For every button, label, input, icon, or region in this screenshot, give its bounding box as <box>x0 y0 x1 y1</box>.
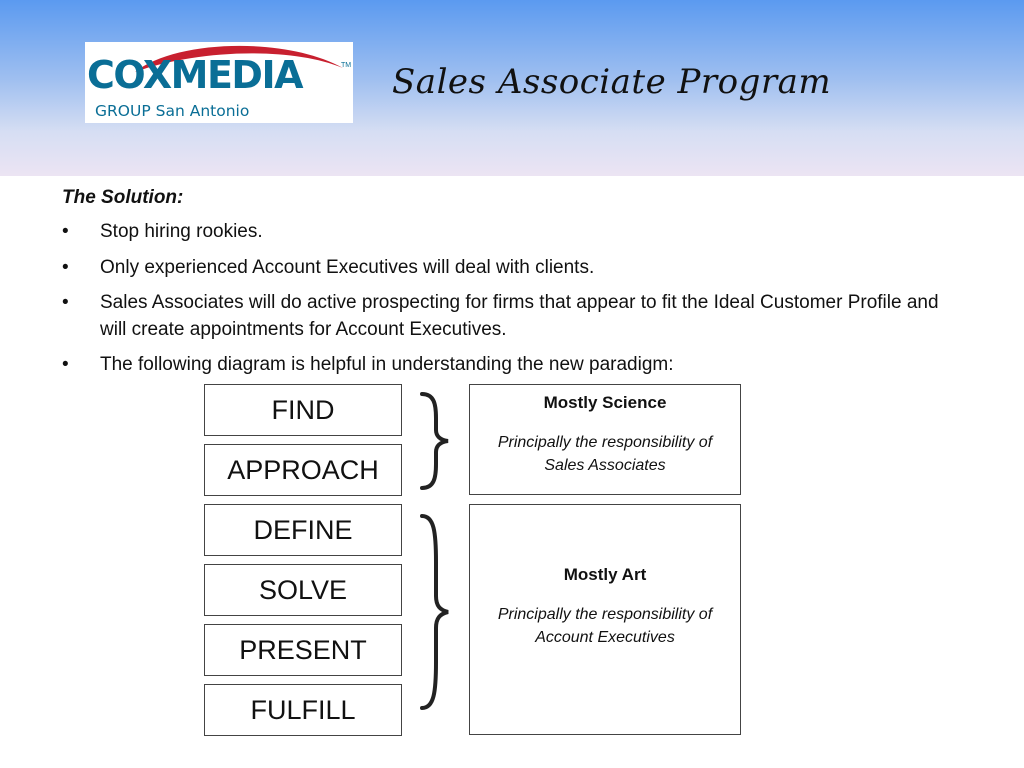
bullet-text: Stop hiring rookies. <box>100 221 263 242</box>
bullet-text: Sales Associates will do active prospecting for firms that appear to fit the Ideal Customer Profile and will create appointments for Account Executives. <box>100 292 939 340</box>
logo-brand-text: COXMEDIA <box>87 53 302 97</box>
stage-approach: APPROACH <box>204 444 402 496</box>
art-heading: Mostly Art <box>563 565 647 584</box>
stage-solve: SOLVE <box>204 564 402 616</box>
bullet-marker: • <box>62 256 69 278</box>
stage-find: FIND <box>204 384 402 436</box>
stage-present: PRESENT <box>204 624 402 676</box>
bullet-marker: • <box>62 221 69 242</box>
bullet-marker: • <box>62 354 69 376</box>
art-brace-icon <box>412 512 456 712</box>
logo-group-text: GROUP <box>95 102 151 120</box>
science-heading: Mostly Science <box>543 393 667 412</box>
stage-define: DEFINE <box>204 504 402 556</box>
list-item <box>62 290 962 343</box>
cox-media-logo <box>85 42 353 123</box>
slide-content <box>62 187 962 388</box>
science-brace-icon <box>412 390 456 492</box>
list-item <box>62 255 962 282</box>
stage-fulfill: FULFILL <box>204 684 402 736</box>
logo-city-text: San Antonio <box>155 102 250 120</box>
science-panel <box>469 384 741 495</box>
bullet-text: Only experienced Account Executives will deal with clients. <box>100 256 595 278</box>
bullet-text: The following diagram is helpful in understanding the new paradigm: <box>100 354 674 376</box>
logo-subtitle <box>95 104 249 120</box>
art-panel <box>469 504 741 735</box>
list-item <box>62 352 962 379</box>
art-description: Principally the responsibility of Account Executives <box>497 606 713 647</box>
logo-trademark: TM <box>341 62 352 69</box>
bullet-marker: • <box>62 292 69 314</box>
slide-title: Sales Associate Program <box>392 62 832 102</box>
list-item <box>62 219 962 246</box>
bullet-list <box>62 219 962 379</box>
slide-header <box>0 0 1024 176</box>
solution-heading: The Solution: <box>62 187 184 208</box>
science-description: Principally the responsibility of Sales Associates <box>497 434 713 475</box>
